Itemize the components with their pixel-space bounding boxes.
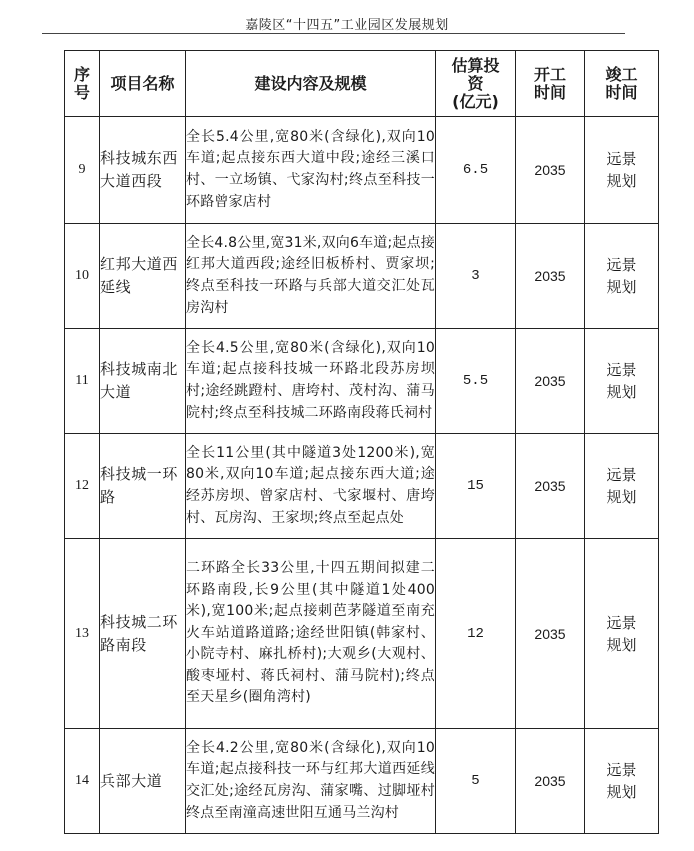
row-name: 科技城东西大道西段 [100,117,186,224]
row-investment: 6.5 [436,117,516,224]
header-rule [42,33,625,34]
header-end: 竣工时间 [585,51,659,117]
row-name: 红邦大道西延线 [100,224,186,329]
row-content: 全长5.4公里,宽80米(含绿化),双向10车道;起点接东西大道中段;途经三溪口村、一立场镇、弋家沟村;终点至科技一环路曾家店村 [186,117,436,224]
row-content: 二环路全长33公里,十四五期间拟建二环路南段,长9公里(其中隧道1处400米),宽100米;起点接刺芭茅隧道至南充火车站道路道路;途经世阳镇(韩家村、小院寺村、麻扎桥村);大观乡(大观村、酸枣垭村、蒋氏祠村、蒲马院村);终点至天星乡(圈角湾村) [186,539,436,729]
row-end: 远景规划 [585,434,659,539]
row-end: 远景规划 [585,117,659,224]
row-end: 远景规划 [585,224,659,329]
table-row [65,329,659,434]
row-name: 科技城一环路 [100,434,186,539]
row-content: 全长4.8公里,宽31米,双向6车道;起点接红邦大道西段;途经旧板桥村、贾家坝;终点至科技一环路与兵部大道交汇处瓦房沟村 [186,224,436,329]
row-content: 全长4.5公里,宽80米(含绿化),双向10车道;起点接科技城一环路北段苏房坝村;途经跳蹬村、唐垮村、茂村沟、蒲马院村;终点至科技城二环路南段蒋氏祠村 [186,329,436,434]
header-start: 开工时间 [516,51,585,117]
row-investment: 15 [436,434,516,539]
row-no: 13 [65,539,100,729]
row-start: 2035 [516,434,585,539]
row-no: 11 [65,329,100,434]
row-no: 10 [65,224,100,329]
row-end: 远景规划 [585,729,659,834]
row-investment: 12 [436,539,516,729]
row-start: 2035 [516,539,585,729]
row-no: 14 [65,729,100,834]
row-no: 9 [65,117,100,224]
page-title: 嘉陵区“十四五”工业园区发展规划 [245,18,449,33]
row-start: 2035 [516,117,585,224]
header-investment: 估算投资 (亿元) [436,51,516,117]
header-no: 序号 [65,51,100,117]
header-content: 建设内容及规模 [186,51,436,117]
row-investment: 5.5 [436,329,516,434]
header-name: 项目名称 [100,51,186,117]
table-row [65,224,659,329]
row-start: 2035 [516,329,585,434]
row-start: 2035 [516,729,585,834]
row-name: 兵部大道 [100,729,186,834]
row-no: 12 [65,434,100,539]
row-end: 远景规划 [585,539,659,729]
table-row [65,434,659,539]
row-investment: 5 [436,729,516,834]
row-name: 科技城南北大道 [100,329,186,434]
row-start: 2035 [516,224,585,329]
table-row [65,539,659,729]
row-name: 科技城二环路南段 [100,539,186,729]
row-content: 全长4.2公里,宽80米(含绿化),双向10车道;起点接科技一环与红邦大道西延线交汇处;途经瓦房沟、蒲家嘴、过脚垭村终点至南潼高速世阳互通马兰沟村 [186,729,436,834]
table-row [65,729,659,834]
row-content: 全长11公里(其中隧道3处1200米),宽80米,双向10车道;起点接东西大道;途经苏房坝、曾家店村、弋家堰村、唐垮村、瓦房沟、王家坝;终点至起点处 [186,434,436,539]
row-investment: 3 [436,224,516,329]
project-table [64,50,659,834]
row-end: 远景规划 [585,329,659,434]
table-header-row [65,51,659,117]
table-row [65,117,659,224]
